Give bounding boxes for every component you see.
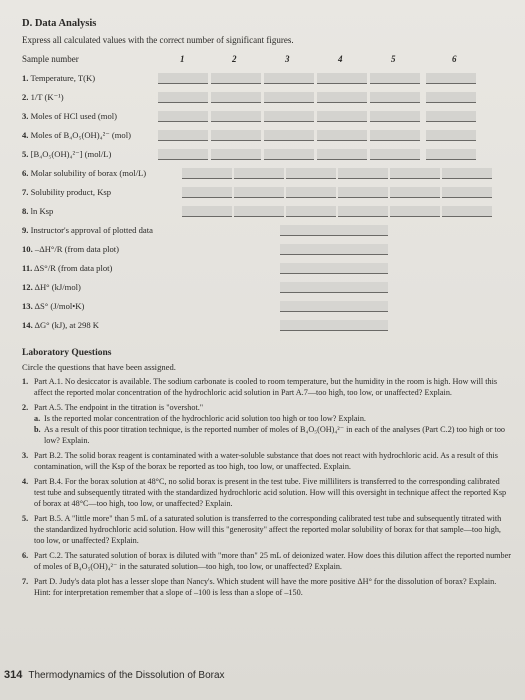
- row-number: 2.: [22, 92, 29, 102]
- question-text: Part A.5. The endpoint in the titration is "overshot.": [34, 403, 204, 412]
- answer-field[interactable]: [158, 130, 208, 141]
- column-number: 4: [338, 54, 343, 64]
- answer-field[interactable]: [264, 111, 314, 122]
- row-number: 9.: [22, 225, 29, 235]
- question-item[interactable]: [22, 476, 513, 509]
- row-number: 4.: [22, 130, 29, 140]
- sub-question: [34, 424, 513, 446]
- answer-field[interactable]: [390, 206, 440, 217]
- answer-field[interactable]: [338, 187, 388, 198]
- single-value-rows: [22, 220, 513, 334]
- table-row: [22, 87, 513, 106]
- sub-question-text: Is the reported molar concentration of the hydrochloric acid solution too high or too low? Explain.: [44, 414, 366, 423]
- answer-field[interactable]: [442, 168, 492, 179]
- question-number: 5.: [22, 514, 29, 523]
- sub-question-letter: b.: [34, 425, 41, 434]
- answer-field[interactable]: [370, 92, 420, 103]
- row-label: ΔS°/R (from data plot): [33, 263, 113, 273]
- row-label: ΔG° (kJ), at 298 K: [34, 320, 100, 330]
- answer-field[interactable]: [442, 206, 492, 217]
- answer-field[interactable]: [211, 149, 261, 160]
- single-row: [22, 296, 513, 315]
- answer-field[interactable]: [211, 111, 261, 122]
- row-label: Temperature, T(K): [30, 73, 96, 83]
- question-text: Part C.2. The saturated solution of borax is diluted with "more than" 25 mL of deionized water. How does this dilution affect the reported number of moles of B₄O₅(OH)₄²⁻ in the saturated solution—too high, too low, or unaffected? Explain.: [34, 551, 511, 571]
- row-number: 7.: [22, 187, 29, 197]
- question-text: Part A.1. No desiccator is available. The sodium carbonate is cooled to room temperature, but the humidity in the room is high. How will this affect the reported molar concentration of the hydrochloric acid solution in Part A.7—too high, too low, or unaffected? Explain.: [34, 377, 498, 397]
- answer-field[interactable]: [280, 301, 388, 312]
- answer-field[interactable]: [286, 206, 336, 217]
- sub-question: [34, 413, 513, 424]
- row-label: Moles of HCl used (mol): [30, 111, 118, 121]
- sample-number-label: Sample number: [22, 54, 79, 64]
- row-number: 11.: [22, 263, 33, 273]
- answer-field[interactable]: [264, 149, 314, 160]
- answer-field[interactable]: [426, 130, 476, 141]
- table-row: [22, 144, 513, 163]
- column-number: 5: [391, 54, 396, 64]
- row-number: 10.: [22, 244, 33, 254]
- answer-field[interactable]: [280, 244, 388, 255]
- answer-field[interactable]: [286, 187, 336, 198]
- footer-title: Thermodynamics of the Dissolution of Borax: [28, 670, 225, 681]
- column-number: 1: [180, 54, 185, 64]
- answer-field[interactable]: [264, 130, 314, 141]
- question-item[interactable]: [22, 576, 513, 598]
- row-number: 1.: [22, 73, 29, 83]
- row-label: Instructor's approval of plotted data: [30, 225, 153, 235]
- answer-field[interactable]: [264, 73, 314, 84]
- table-row: [22, 201, 513, 220]
- answer-field[interactable]: [317, 149, 367, 160]
- answer-field[interactable]: [370, 111, 420, 122]
- answer-field[interactable]: [280, 263, 388, 274]
- table-row: [22, 68, 513, 87]
- question-item[interactable]: [22, 402, 513, 446]
- row-label: –ΔH°/R (from data plot): [34, 244, 120, 254]
- answer-field[interactable]: [158, 149, 208, 160]
- answer-field[interactable]: [370, 149, 420, 160]
- answer-field[interactable]: [426, 149, 476, 160]
- answer-field[interactable]: [280, 320, 388, 331]
- row-number: 3.: [22, 111, 29, 121]
- row-label: Molar solubility of borax (mol/L): [30, 168, 147, 178]
- answer-field[interactable]: [317, 111, 367, 122]
- row-number: 14.: [22, 320, 33, 330]
- table-row: [22, 182, 513, 201]
- question-number: 4.: [22, 477, 29, 486]
- column-number: 3: [285, 54, 290, 64]
- answer-field[interactable]: [317, 130, 367, 141]
- row-label: [B₄O₅(OH)₄²⁻] (mol/L): [30, 149, 112, 159]
- table-header: [22, 54, 513, 68]
- row-number: 6.: [22, 168, 29, 178]
- section-instruction: Express all calculated values with the correct number of significant figures.: [22, 35, 294, 45]
- answer-field[interactable]: [211, 130, 261, 141]
- table-row: [22, 163, 513, 182]
- column-number: 6: [452, 54, 457, 64]
- question-item[interactable]: [22, 450, 513, 472]
- question-text: Part D. Judy's data plot has a lesser slope than Nancy's. Which student will have the more positive ΔH° for the dissolution of borax? Explain. Hint: for interpretation remember that a slope of –100 is less than a slope of –150.: [34, 577, 497, 597]
- page-number: 314: [4, 669, 23, 681]
- lab-questions-instruction: Circle the questions that have been assigned.: [22, 362, 176, 372]
- answer-field[interactable]: [426, 92, 476, 103]
- answer-field[interactable]: [182, 206, 232, 217]
- answer-field[interactable]: [211, 73, 261, 84]
- question-item[interactable]: [22, 376, 513, 398]
- single-row: [22, 315, 513, 334]
- answer-field[interactable]: [158, 92, 208, 103]
- answer-field[interactable]: [182, 168, 232, 179]
- row-label: 1/T (K⁻¹): [30, 92, 64, 102]
- answer-field[interactable]: [234, 187, 284, 198]
- sub-question-letter: a.: [34, 414, 41, 423]
- question-item[interactable]: [22, 513, 513, 546]
- answer-field[interactable]: [234, 168, 284, 179]
- question-number: 1.: [22, 377, 29, 386]
- question-text: Part B.5. A "little more" than 5 mL of a saturated solution is transferred to the corresponding calibrated test tube and subsequently titrated with the standardized hydrochloric acid solution. How will this "generosity" affect the reported molar solubility of borax for that sample—too high, too low, or unaffected? Explain.: [34, 514, 502, 545]
- row-label: ΔH° (kJ/mol): [34, 282, 81, 292]
- question-text: Part B.4. For the borax solution at 48°C, no solid borax is present in the test tube. Five milliliters is transferred to the corresponding calibrated test tube and subsequently titrated with the standardized hydrochloric acid solution. How will this oversight in technique affect the reported Ksp of borax at 48°C—too high, too low, or unaffected? Explain.: [34, 477, 507, 508]
- answer-field[interactable]: [426, 111, 476, 122]
- answer-field[interactable]: [370, 130, 420, 141]
- row-number: 8.: [22, 206, 29, 216]
- row-label: Moles of B₄O₅(OH)₄²⁻ (mol): [30, 130, 131, 140]
- answer-field[interactable]: [317, 73, 367, 84]
- question-number: 3.: [22, 451, 29, 460]
- answer-field[interactable]: [286, 168, 336, 179]
- row-number: 12.: [22, 282, 33, 292]
- question-text: Part B.2. The solid borax reagent is contaminated with a water-soluble substance that does not react with hydrochloric acid. As a result of this contamination, will the Ksp of the borax be reported as too high, too low, or unaffected. Explain.: [34, 451, 498, 471]
- single-row: [22, 220, 513, 239]
- answer-field[interactable]: [234, 206, 284, 217]
- single-row: [22, 277, 513, 296]
- answer-field[interactable]: [182, 187, 232, 198]
- section-title: D. Data Analysis: [22, 18, 97, 29]
- answer-field[interactable]: [264, 92, 314, 103]
- single-row: [22, 258, 513, 277]
- row-number: 13.: [22, 301, 33, 311]
- answer-field[interactable]: [317, 92, 367, 103]
- answer-field[interactable]: [390, 187, 440, 198]
- table-row: [22, 106, 513, 125]
- answer-field[interactable]: [280, 225, 388, 236]
- answer-field[interactable]: [158, 73, 208, 84]
- row-label: ln Ksp: [30, 206, 54, 216]
- question-number: 6.: [22, 551, 29, 560]
- answer-field[interactable]: [280, 282, 388, 293]
- column-number: 2: [232, 54, 237, 64]
- answer-field[interactable]: [426, 73, 476, 84]
- answer-field[interactable]: [158, 111, 208, 122]
- row-label: Solubility product, Ksp: [30, 187, 112, 197]
- page-footer: [4, 669, 225, 681]
- question-number: 7.: [22, 577, 29, 586]
- single-row: [22, 239, 513, 258]
- answer-field[interactable]: [211, 92, 261, 103]
- data-table: [22, 68, 513, 220]
- table-row: [22, 125, 513, 144]
- answer-field[interactable]: [370, 73, 420, 84]
- question-list: [22, 376, 513, 598]
- lab-questions-heading: Laboratory Questions: [22, 348, 112, 358]
- row-number: 5.: [22, 149, 29, 159]
- sub-question-text: As a result of this poor titration technique, is the reported number of moles of B₄O₅(OH)₄²⁻ in each of the analyses (Part C.2) too high or too low? Explain.: [44, 425, 506, 445]
- row-label: ΔS° (J/mol•K): [34, 301, 85, 311]
- question-number: 2.: [22, 403, 29, 412]
- answer-field[interactable]: [338, 168, 388, 179]
- answer-field[interactable]: [442, 187, 492, 198]
- answer-field[interactable]: [390, 168, 440, 179]
- answer-field[interactable]: [338, 206, 388, 217]
- question-item[interactable]: [22, 550, 513, 572]
